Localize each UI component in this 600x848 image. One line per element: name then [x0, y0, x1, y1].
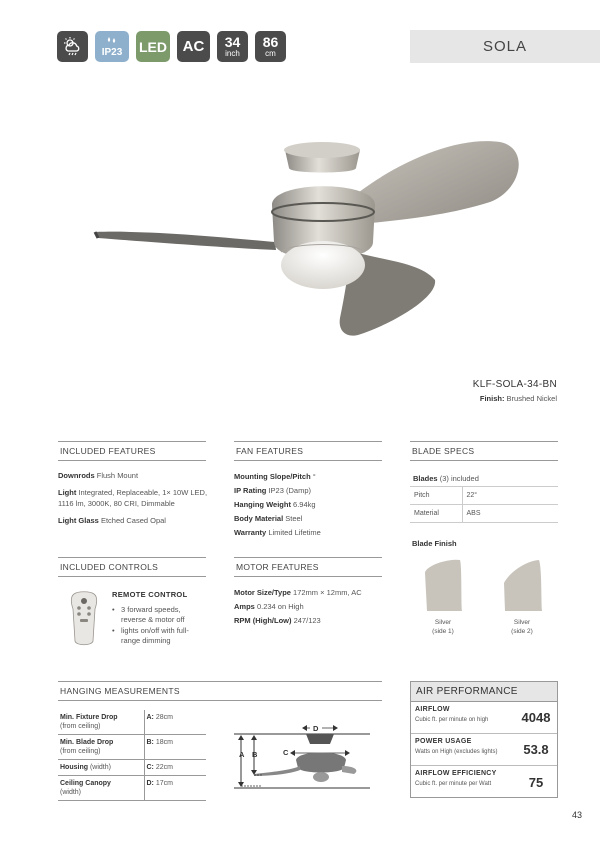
weather-icon	[57, 31, 88, 62]
blade-finish-title: Blade Finish	[412, 539, 457, 548]
fan-feature-slope: Mounting Slope/Pitch °	[234, 472, 316, 481]
air-row-power	[411, 734, 557, 766]
remote-control-icon	[68, 591, 100, 647]
divider	[410, 441, 558, 442]
size-cm-badge	[255, 31, 286, 62]
size-cm-value: 86	[262, 33, 279, 50]
diagram-label-a: A	[239, 750, 245, 759]
ceiling-fan-image	[90, 130, 530, 350]
motor-amps: Amps 0.234 on High	[234, 602, 304, 611]
product-title: SOLA	[482, 38, 528, 55]
table-row: Ceiling Canopy (width) D: 17cm	[58, 776, 206, 801]
size-inch-unit: inch	[225, 48, 240, 58]
ac-badge-label: AC	[182, 38, 205, 55]
blade-specs-table	[410, 487, 558, 523]
product-title-bar	[410, 30, 600, 63]
included-features-list	[58, 470, 208, 532]
ip-rating-badge	[95, 31, 129, 62]
divider	[58, 441, 206, 442]
divider	[234, 557, 382, 558]
feature-light-glass: Light Glass Etched Cased Opal	[58, 516, 166, 525]
power-title: POWER USAGE	[415, 738, 472, 745]
swatch-label-2: Silver (side 2)	[511, 619, 533, 635]
list-item: • 3 forward speeds, reverse & motor off	[112, 605, 207, 625]
divider	[234, 441, 382, 442]
ip-badge-label: IP23	[101, 46, 123, 58]
diagram-label-d: D	[313, 724, 319, 733]
divider	[410, 460, 558, 461]
fan-features-list	[234, 470, 384, 540]
divider	[234, 576, 382, 577]
model-info	[473, 379, 557, 403]
included-features-heading: INCLUDED FEATURES	[60, 446, 156, 456]
divider	[58, 681, 382, 682]
airflow-sub: Cubic ft. per minute on high	[415, 717, 489, 723]
air-performance-panel	[410, 681, 558, 798]
size-inch-value: 34	[224, 33, 241, 50]
finish-value: Brushed Nickel	[506, 394, 557, 403]
motor-rpm: RPM (High/Low) 247/123	[234, 616, 321, 625]
divider	[58, 460, 206, 461]
hanging-measurements-heading: HANGING MEASUREMENTS	[60, 686, 180, 696]
blade-specs-heading: BLADE SPECS	[412, 446, 475, 456]
divider	[58, 700, 382, 701]
size-inch-badge	[217, 31, 248, 62]
motor-features-list	[234, 586, 384, 628]
fan-feature-warranty: Warranty Limited Lifetime	[234, 528, 321, 537]
blade-swatch-side-1	[423, 558, 463, 613]
fan-feature-ip: IP Rating IP23 (Damp)	[234, 486, 311, 495]
blades-count: Blades (3) included	[413, 474, 479, 483]
air-row-efficiency	[411, 766, 557, 799]
efficiency-value: 75	[528, 775, 544, 790]
table-row: Pitch 22°	[410, 487, 558, 505]
remote-control-features	[112, 605, 207, 647]
power-value: 53.8	[523, 742, 549, 757]
remote-control-title: REMOTE CONTROL	[112, 590, 188, 599]
airflow-title: AIRFLOW	[415, 706, 450, 713]
divider	[58, 576, 206, 577]
fan-feature-body: Body Material Steel	[234, 514, 303, 523]
power-sub: Watts on High (excludes lights)	[415, 749, 498, 755]
diagram-label-b: B	[252, 750, 258, 759]
table-row: Material ABS	[410, 505, 558, 523]
feature-badges	[57, 31, 286, 62]
feature-light: Light Integrated, Replaceable, 1× 10W LED, 1116 lm, 3000K, 80 CRI, Dimmable	[58, 488, 208, 508]
included-controls-heading: INCLUDED CONTROLS	[60, 562, 159, 572]
model-code: KLF-SOLA-34-BN	[472, 379, 557, 390]
ac-badge	[177, 31, 210, 62]
motor-size: Motor Size/Type 172mm × 12mm, AC	[234, 588, 362, 597]
divider	[58, 557, 206, 558]
table-row: Housing (width) C: 22cm	[58, 760, 206, 776]
fan-features-heading: FAN FEATURES	[236, 446, 304, 456]
feature-downrods: Downrods Flush Mount	[58, 471, 139, 480]
motor-features-heading: MOTOR FEATURES	[236, 562, 319, 572]
led-badge-label: LED	[139, 38, 167, 55]
swatch-label-1: Silver (side 1)	[432, 619, 454, 635]
blade-swatch-side-2	[503, 558, 543, 613]
air-row-airflow	[411, 702, 557, 734]
hanging-table	[58, 710, 206, 801]
efficiency-title: AIRFLOW EFFICIENCY	[415, 770, 497, 777]
list-item: • lights on/off with full-range dimming	[112, 626, 207, 646]
airflow-value: 4048	[521, 710, 551, 725]
table-row: Min. Blade Drop (from ceiling) B: 18cm	[58, 735, 206, 760]
divider	[234, 460, 382, 461]
air-performance-heading: AIR PERFORMANCE	[411, 682, 557, 702]
page-number: 43	[571, 810, 582, 820]
raindrop-icon	[106, 36, 118, 45]
fan-feature-weight: Hanging Weight 6.94kg	[234, 500, 316, 509]
model-finish	[473, 394, 557, 403]
finish-label: Finish:	[479, 394, 505, 403]
led-badge	[136, 31, 170, 62]
diagram-label-c: C	[283, 748, 289, 757]
size-cm-unit: cm	[265, 48, 276, 58]
table-row: Min. Fixture Drop (from ceiling) A: 28cm	[58, 710, 206, 735]
efficiency-sub: Cubic ft. per minute per Watt	[415, 781, 492, 787]
